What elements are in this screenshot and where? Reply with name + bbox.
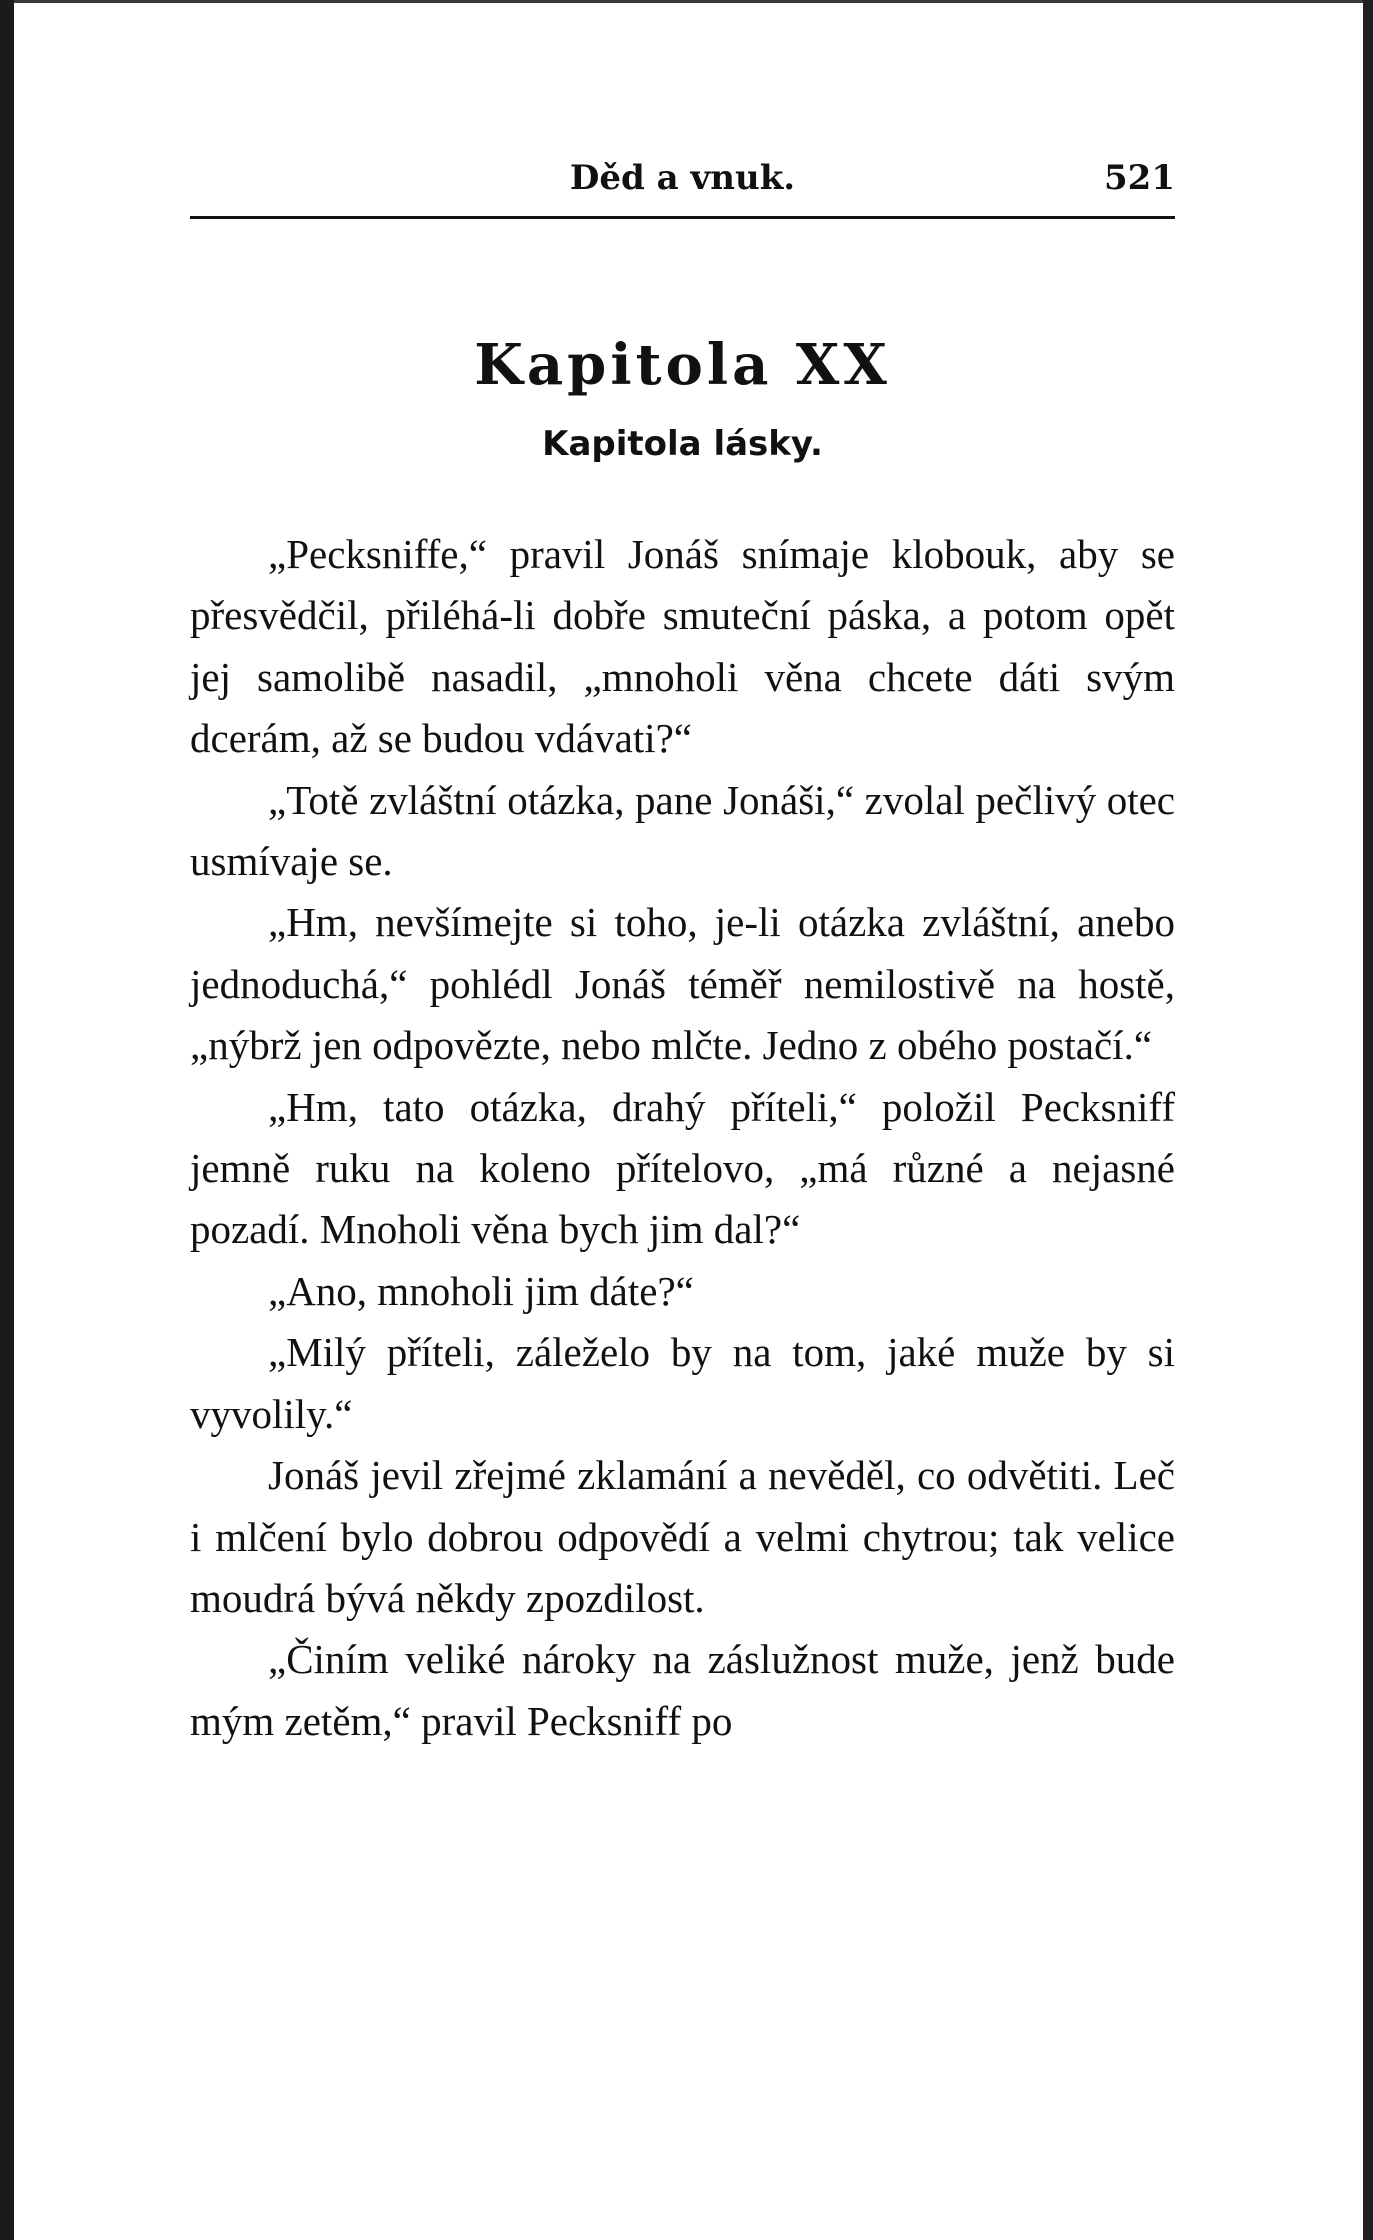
paragraph: „Ano, mnoholi jim dáte?“ (268, 1267, 694, 1314)
paragraph: Jonáš jevil zřejmé zklamání a nevěděl, co odvětiti. Leč i mlčení bylo dobrou odpovědí a velmi chytrou; tak velice moudrá bývá někdy zpozdilost. (190, 1452, 1175, 1621)
paragraph: „Hm, nevšímejte si toho, je-li otázka zvláštní, anebo jednoduchá,“ pohlédl Jonáš téměř nemilostivě na hostě, „nýbrž jen odpovězte, nebo mlčte. Jedno z obého postačí.“ (190, 899, 1175, 1069)
running-title: Děd a vnuk. (569, 158, 796, 198)
chapter-title: Kapitola XX (474, 332, 891, 398)
paragraph: „Pecksniffe,“ pravil Jonáš snímaje klobouk, aby se přesvědčil, přiléhá-li dobře smuteční páska, a potom opět jej samolibě nasadil, „mnoholi věna chcete dáti svým dcerám, až se budou vdávati?“ (190, 531, 1175, 762)
paragraph: „Hm, tato otázka, drahý příteli,“ položil Pecksniff jemně ruku na koleno přítelovo, „má různé a nejasné pozadí. Mnoholi věna bych jim dal?“ (190, 1083, 1175, 1253)
paragraph: „Činím veliké nároky na záslužnost muže, jenž bude mým zetěm,“ pravil Pecksniff po (190, 1636, 1175, 1744)
header-rule (190, 216, 1175, 219)
chapter-subtitle: Kapitola lásky. (542, 424, 823, 464)
paragraph: „Milý příteli, záleželo by na tom, jaké muže by si vyvolily.“ (190, 1329, 1175, 1437)
book-page (190, 0, 1175, 2240)
paragraph: „Totě zvláštní otázka, pane Jonáši,“ zvolal pečlivý otec usmívaje se. (190, 776, 1175, 885)
page-number: 521 (1104, 158, 1175, 198)
running-head (190, 158, 1175, 208)
scan-edge-right (1363, 0, 1373, 2240)
scan-edge-left (0, 0, 14, 2240)
body-text (190, 524, 1175, 1752)
